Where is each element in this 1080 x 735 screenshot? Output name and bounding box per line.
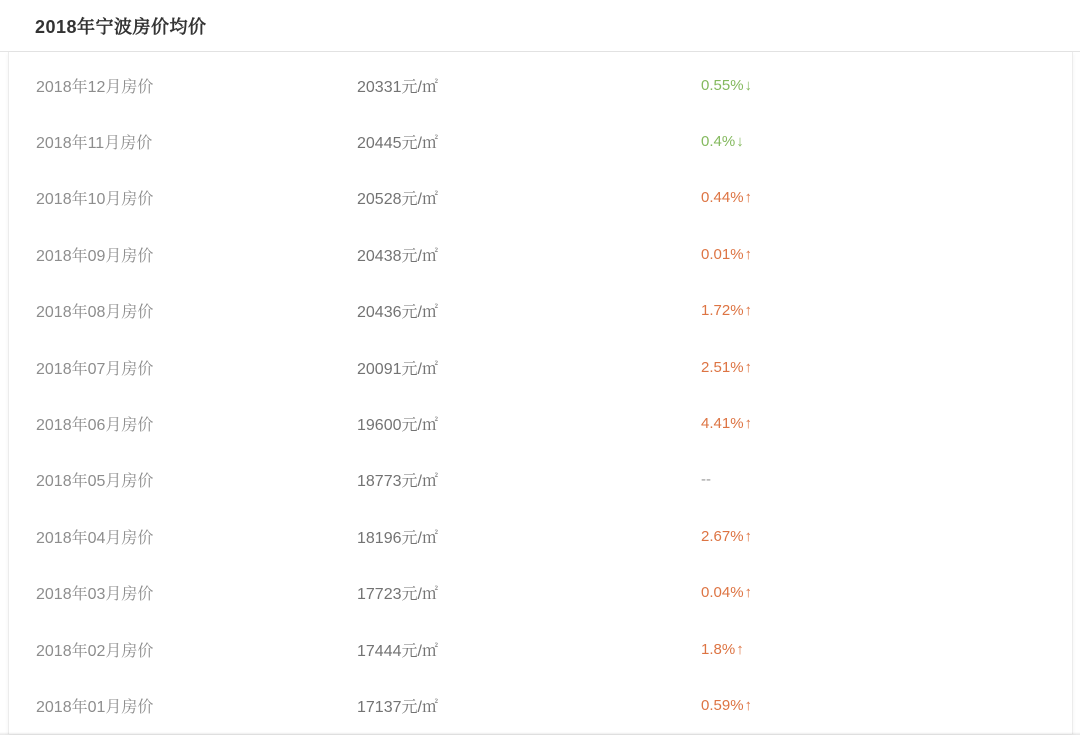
row-month-label: 2018年11月房价 [36, 135, 153, 153]
up-arrow-icon: ↑ [744, 358, 753, 376]
row-price-value: 17137元/㎡ [357, 698, 438, 716]
price-table [8, 52, 1073, 734]
row-change [701, 189, 1072, 206]
change-value: 2.51% [701, 358, 744, 376]
no-change-dashes: -- [701, 471, 711, 489]
down-arrow-icon: ↓ [736, 133, 744, 151]
table-row [9, 283, 1072, 339]
row-month-label: 2018年12月房价 [36, 78, 154, 96]
row-change [701, 302, 1072, 319]
up-arrow-icon: ↑ [744, 302, 753, 320]
change-value: 1.72% [701, 302, 744, 320]
table-row [9, 508, 1072, 564]
row-price-value: 20331元/㎡ [357, 78, 438, 96]
up-arrow-icon: ↑ [736, 640, 744, 658]
row-price-value: 20528元/㎡ [357, 191, 438, 209]
row-change [701, 641, 1072, 658]
up-arrow-icon: ↑ [744, 584, 753, 602]
page-header [0, 0, 1080, 52]
table-row [9, 170, 1072, 226]
row-change [701, 584, 1072, 601]
row-price-value: 19600元/㎡ [357, 417, 438, 435]
change-value: 0.59% [701, 696, 744, 714]
row-change [701, 471, 1072, 488]
page-title: 2018年宁波房价均价 [35, 16, 207, 37]
table-row [9, 57, 1072, 113]
table-row [9, 113, 1072, 169]
change-value: 0.44% [701, 189, 744, 207]
change-value: 1.8% [701, 640, 736, 658]
row-change [701, 697, 1072, 714]
up-arrow-icon: ↑ [744, 415, 753, 433]
row-price-value: 18196元/㎡ [357, 529, 438, 547]
row-price-value: 20436元/㎡ [357, 304, 438, 322]
table-row [9, 677, 1072, 733]
up-arrow-icon: ↑ [744, 696, 753, 714]
row-change [701, 415, 1072, 432]
change-value: 0.55% [701, 76, 744, 94]
change-value: 0.04% [701, 584, 744, 602]
change-value: 4.41% [701, 415, 744, 433]
row-price-value: 20445元/㎡ [357, 135, 438, 153]
up-arrow-icon: ↑ [744, 189, 753, 207]
row-price-value: 20438元/㎡ [357, 247, 438, 265]
row-month-label: 2018年04月房价 [36, 529, 154, 547]
up-arrow-icon: ↑ [744, 245, 753, 263]
row-month-label: 2018年06月房价 [36, 417, 154, 435]
row-change [701, 77, 1072, 94]
row-change [701, 246, 1072, 263]
row-month-label: 2018年07月房价 [36, 360, 154, 378]
row-month-label: 2018年05月房价 [36, 473, 154, 491]
row-price-value: 18773元/㎡ [357, 473, 438, 491]
row-month-label: 2018年02月房价 [36, 642, 154, 660]
row-month-label: 2018年09月房价 [36, 247, 154, 265]
down-arrow-icon: ↓ [744, 76, 753, 94]
up-arrow-icon: ↑ [744, 527, 753, 545]
table-row [9, 339, 1072, 395]
row-month-label: 2018年08月房价 [36, 304, 154, 322]
change-value: 0.01% [701, 245, 744, 263]
table-row [9, 452, 1072, 508]
row-change [701, 528, 1072, 545]
row-month-label: 2018年01月房价 [36, 698, 154, 716]
row-price-value: 20091元/㎡ [357, 360, 438, 378]
change-value: 2.67% [701, 527, 744, 545]
change-value: 0.4% [701, 133, 736, 151]
row-price-value: 17444元/㎡ [357, 642, 438, 660]
row-change [701, 359, 1072, 376]
table-row [9, 621, 1072, 677]
row-month-label: 2018年03月房价 [36, 586, 154, 604]
table-row [9, 395, 1072, 451]
table-row [9, 565, 1072, 621]
row-price-value: 17723元/㎡ [357, 586, 438, 604]
table-row [9, 226, 1072, 282]
row-change [701, 133, 1072, 150]
row-month-label: 2018年10月房价 [36, 191, 154, 209]
